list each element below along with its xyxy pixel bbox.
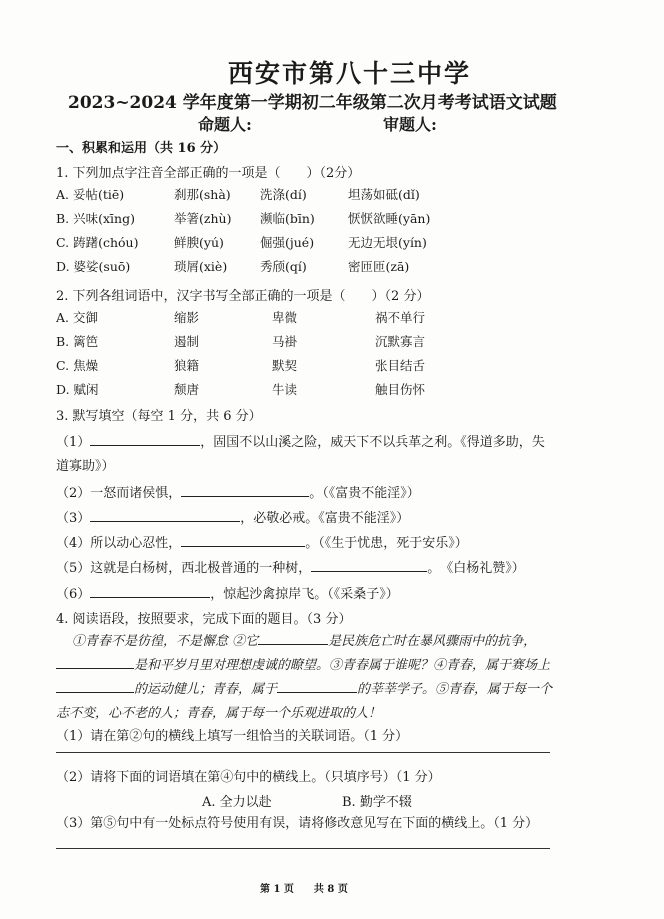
q2-option-c-3: 默契 — [272, 358, 298, 373]
q4-passage-line-2 — [56, 654, 550, 673]
q1-option-d-4: 密匝匝(zā) — [348, 259, 410, 274]
q4-p1-text: ①青春不是彷徨，不是懈怠 ②它 — [72, 634, 259, 649]
school-title: 西安市第八十三中学 — [228, 59, 472, 88]
reviewer-label: 审题人: — [383, 115, 437, 134]
q3-3-label: （3） — [56, 511, 91, 526]
q2-option-a-3: 卑微 — [272, 310, 298, 325]
q2-option-b-3: 马褂 — [272, 334, 298, 349]
q1-option-b-1: B. 兴味(xīng) — [56, 211, 135, 226]
q3-4-blank[interactable] — [181, 535, 305, 547]
q2-option-d-1: D. 赋闲 — [56, 382, 99, 397]
q2-option-d-4: 触目伤怀 — [375, 382, 426, 397]
q4-sub-1: （1）请在第②句的横线上填写一组恰当的关联词语。（1 分） — [56, 729, 409, 744]
q4-blank-2[interactable] — [56, 657, 134, 669]
q3-stem: 3. 默写填空（每空 1 分，共 6 分） — [56, 409, 262, 424]
setter-label: 命题人: — [198, 115, 252, 134]
q3-line-5 — [56, 557, 525, 576]
q2-option-d-3: 牛读 — [272, 382, 298, 397]
q1-option-b-4: 恹恹欲睡(yān) — [348, 211, 431, 226]
q2-option-c-2: 狼籍 — [174, 358, 200, 373]
q1-option-c-4: 无边无垠(yín) — [348, 235, 427, 250]
q3-line-4 — [56, 532, 468, 551]
q3-line-1 — [56, 431, 545, 450]
q4-blank-1[interactable] — [258, 633, 328, 645]
q4-passage-line-1 — [72, 630, 536, 649]
q2-option-b-2: 遏制 — [174, 334, 200, 349]
q1-option-d-2: 琐屑(xiè) — [174, 259, 228, 274]
answer-line-1[interactable] — [56, 752, 550, 753]
q3-1-label: （1） — [56, 435, 91, 450]
q2-option-c-4: 张目结舌 — [375, 358, 426, 373]
q2-option-c-1: C. 焦燥 — [56, 358, 99, 373]
q1-option-b-3: 濒临(bīn) — [260, 211, 315, 226]
q2-stem: 2. 下列各组词语中，汉字书写全部正确的一项是（ ）（2 分） — [56, 289, 430, 304]
q3-line-2 — [56, 482, 420, 501]
q4-sub-2: （2）请将下面的词语填在第④句中的横线上。（只填序号）（1 分） — [56, 770, 441, 785]
answer-line-2[interactable] — [56, 848, 550, 849]
q3-6-text: ，惊起沙禽掠岸飞。（《采桑子》） — [210, 587, 399, 602]
q4-stem: 4. 阅读语段，按照要求，完成下面的题目。（3 分） — [56, 612, 352, 627]
q4-sub-3: （3）第⑤句中有一处标点符号使用有误，请将修改意见写在下面的横线上。（1 分） — [56, 816, 539, 831]
q2-option-a-2: 缩影 — [174, 310, 200, 325]
q3-5-source: 。 《白杨礼赞》） — [427, 561, 525, 576]
q4-option-b: B. 勤学不辍 — [342, 795, 412, 810]
q3-1-text: ，固国不以山溪之险，威天下不以兵革之利。《得道多助，失 — [200, 435, 545, 450]
q3-line-1-cont: 道寡助》） — [56, 459, 115, 474]
q2-option-a-1: A. 交御 — [56, 310, 98, 325]
q3-1-blank[interactable] — [90, 434, 200, 446]
q4-blank-4[interactable] — [277, 681, 357, 693]
q1-option-b-2: 举箸(zhù) — [174, 211, 232, 226]
q2-option-a-4: 祸不单行 — [375, 310, 426, 325]
page-number: 第 1 页 共 8 页 — [260, 884, 348, 895]
q1-option-d-3: 秀颀(qí) — [260, 259, 307, 274]
q2-option-b-4: 沉默寡言 — [375, 334, 426, 349]
q1-option-c-2: 鲜腴(yú) — [174, 235, 224, 250]
q1-option-a-1: A. 妥帖(tiē) — [56, 187, 125, 202]
q3-6-label: （6） — [56, 587, 91, 602]
q1-option-a-4: 坦荡如砥(dǐ) — [348, 187, 420, 202]
exam-title: 2023~2024 学年度第一学期初二年级第二次月考考试语文试题 — [68, 93, 557, 113]
q3-6-blank[interactable] — [90, 586, 210, 598]
q3-2-source: 。（《富贵不能淫》） — [309, 486, 420, 501]
q1-option-c-1: C. 踌躇(chóu) — [56, 235, 139, 250]
q2-option-d-2: 颓唐 — [174, 382, 200, 397]
q1-option-c-3: 倔强(jué) — [260, 235, 315, 250]
q1-option-d-1: D. 婆娑(suō) — [56, 259, 131, 274]
q3-line-6 — [56, 583, 399, 602]
q4-p3-text2: 的莘莘学子。⑤青春，属于每一个 — [357, 682, 553, 697]
q2-option-b-1: B. 篱笆 — [56, 334, 99, 349]
q3-3-blank[interactable] — [90, 510, 240, 522]
q3-2-blank[interactable] — [181, 485, 309, 497]
q4-p2-text: 是和平岁月里对理想虔诚的瞭望。③青春属于谁呢？④青春，属于赛场上 — [134, 658, 551, 673]
q4-p1-text2: 是民族危亡时在暴风骤雨中的抗争， — [328, 634, 537, 649]
section-heading: 一、积累和运用（共 16 分） — [56, 141, 227, 156]
q3-3-text: ，必敬必戒。《富贵不能淫》） — [240, 511, 410, 526]
q4-passage-line-4: 志不变，心不老的人；青春，属于每一个乐观进取的人！ — [56, 706, 382, 721]
q1-option-a-3: 洗涤(dí) — [260, 187, 307, 202]
q3-2-text: （2）一怒而诸侯惧， — [56, 486, 182, 501]
q3-line-3 — [56, 507, 409, 526]
q3-5-text: （5）这就是白杨树，西北极普通的一种树， — [56, 561, 312, 576]
q3-5-blank[interactable] — [311, 560, 427, 572]
q4-p3-text: 的运动健儿；青春，属于 — [134, 682, 278, 697]
q4-blank-3[interactable] — [56, 681, 134, 693]
q3-4-source: 。（《生于忧患，死于安乐》） — [305, 536, 468, 551]
q1-option-a-2: 刹那(shà) — [174, 187, 231, 202]
q1-stem: 1. 下列加点字注音全部正确的一项是（ ）（2分） — [56, 166, 361, 181]
q3-4-text: （4）所以动心忍性， — [56, 536, 182, 551]
q4-passage-line-3 — [56, 678, 552, 697]
q4-option-a: A. 全力以赴 — [202, 795, 272, 810]
